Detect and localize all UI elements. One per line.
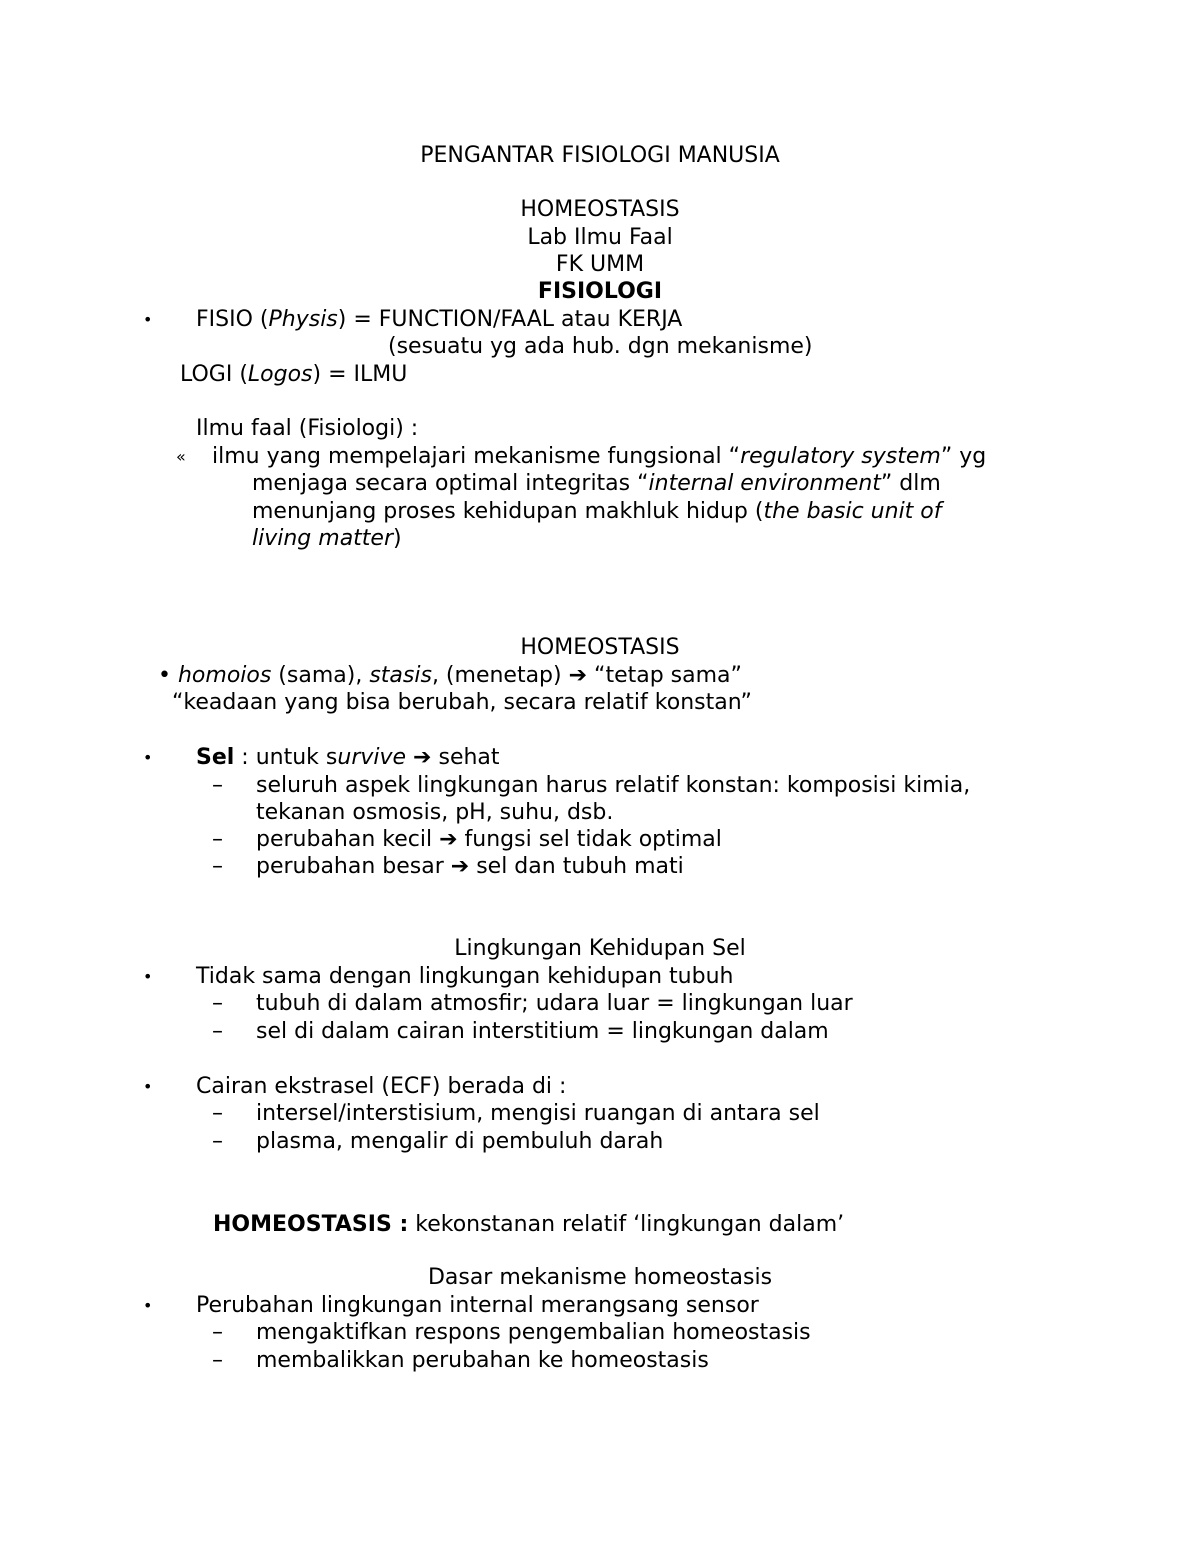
homeostasis-heading: HOMEOSTASIS (520, 635, 680, 660)
dash-icon: – (212, 1019, 223, 1044)
bullet-icon: • (143, 967, 153, 986)
logi-line: LOGI (Logos) = ILMU (180, 362, 408, 387)
ilmu-faal-label: Ilmu faal (Fisiologi) : (196, 416, 419, 441)
bullet-icon: • (143, 748, 153, 767)
dash-icon: – (212, 1101, 223, 1126)
definition-line-1: ilmu yang mempelajari mekanisme fungsional “regulatory system” yg (212, 444, 987, 469)
lingkungan-sub-3: intersel/interstisium, mengisi ruangan di antara sel (256, 1101, 820, 1126)
dasar-heading: Dasar mekanisme homeostasis (427, 1265, 773, 1290)
dasar-sub-1: mengaktifkan respons pengembalian homeostasis (256, 1320, 811, 1345)
homeostasis-definition: HOMEOSTASIS : kekonstanan relatif ‘lingkungan dalam’ (213, 1212, 845, 1237)
bullet-icon: • (143, 1296, 153, 1315)
document-subtitle: HOMEOSTASIS (520, 197, 680, 222)
fisio-note: (sesuatu yg ada hub. dgn mekanisme) (388, 334, 813, 359)
fisio-line: FISIO (Physis) = FUNCTION/FAAL atau KERJA (196, 307, 683, 332)
sel-line: Sel : untuk survive ➔ sehat (196, 745, 500, 770)
dash-icon: – (212, 1129, 223, 1154)
dash-icon: – (212, 773, 223, 798)
definition-line-4: living matter) (252, 526, 402, 551)
lingkungan-sub-4: plasma, mengalir di pembuluh darah (256, 1129, 664, 1154)
dasar-item-1: Perubahan lingkungan internal merangsang sensor (196, 1293, 759, 1318)
dash-icon: – (212, 827, 223, 852)
homoios-line: • homoios (sama), stasis, (menetap) ➔ “tetap sama” (158, 663, 742, 688)
sel-sub-1: seluruh aspek lingkungan harus relatif konstan: komposisi kimia, (256, 773, 971, 798)
lingkungan-sub-1: tubuh di dalam atmosfir; udara luar = lingkungan luar (256, 991, 853, 1016)
dash-icon: – (212, 1348, 223, 1373)
lingkungan-item-2: Cairan ekstrasel (ECF) berada di : (196, 1074, 567, 1099)
definition-line-2: menjaga secara optimal integritas “internal environment” dlm (252, 471, 941, 496)
lingkungan-heading: Lingkungan Kehidupan Sel (454, 936, 746, 961)
document-title: PENGANTAR FISIOLOGI MANUSIA (420, 143, 780, 168)
faculty-name: FK UMM (555, 252, 645, 277)
lab-name: Lab Ilmu Faal (527, 225, 673, 250)
arrow-icon: ➔ (568, 663, 588, 688)
dasar-sub-2: membalikkan perubahan ke homeostasis (256, 1348, 709, 1373)
sel-sub-2: perubahan kecil ➔ fungsi sel tidak optimal (256, 827, 722, 852)
lingkungan-item-1: Tidak sama dengan lingkungan kehidupan tubuh (196, 964, 734, 989)
fisiologi-heading: FISIOLOGI (537, 279, 663, 304)
sel-sub-1-cont: tekanan osmosis, pH, suhu, dsb. (256, 800, 614, 825)
bullet-icon: • (143, 1077, 153, 1096)
dash-icon: – (212, 991, 223, 1016)
homeostasis-quote: “keadaan yang bisa berubah, secara relatif konstan” (172, 690, 752, 715)
sub-bullet-icon: « (176, 447, 186, 466)
bullet-icon: • (143, 310, 153, 329)
sel-sub-3: perubahan besar ➔ sel dan tubuh mati (256, 854, 684, 879)
dash-icon: – (212, 854, 223, 879)
dash-icon: – (212, 1320, 223, 1345)
lingkungan-sub-2: sel di dalam cairan interstitium = lingkungan dalam (256, 1019, 829, 1044)
definition-line-3: menunjang proses kehidupan makhluk hidup (the basic unit of (252, 499, 942, 524)
